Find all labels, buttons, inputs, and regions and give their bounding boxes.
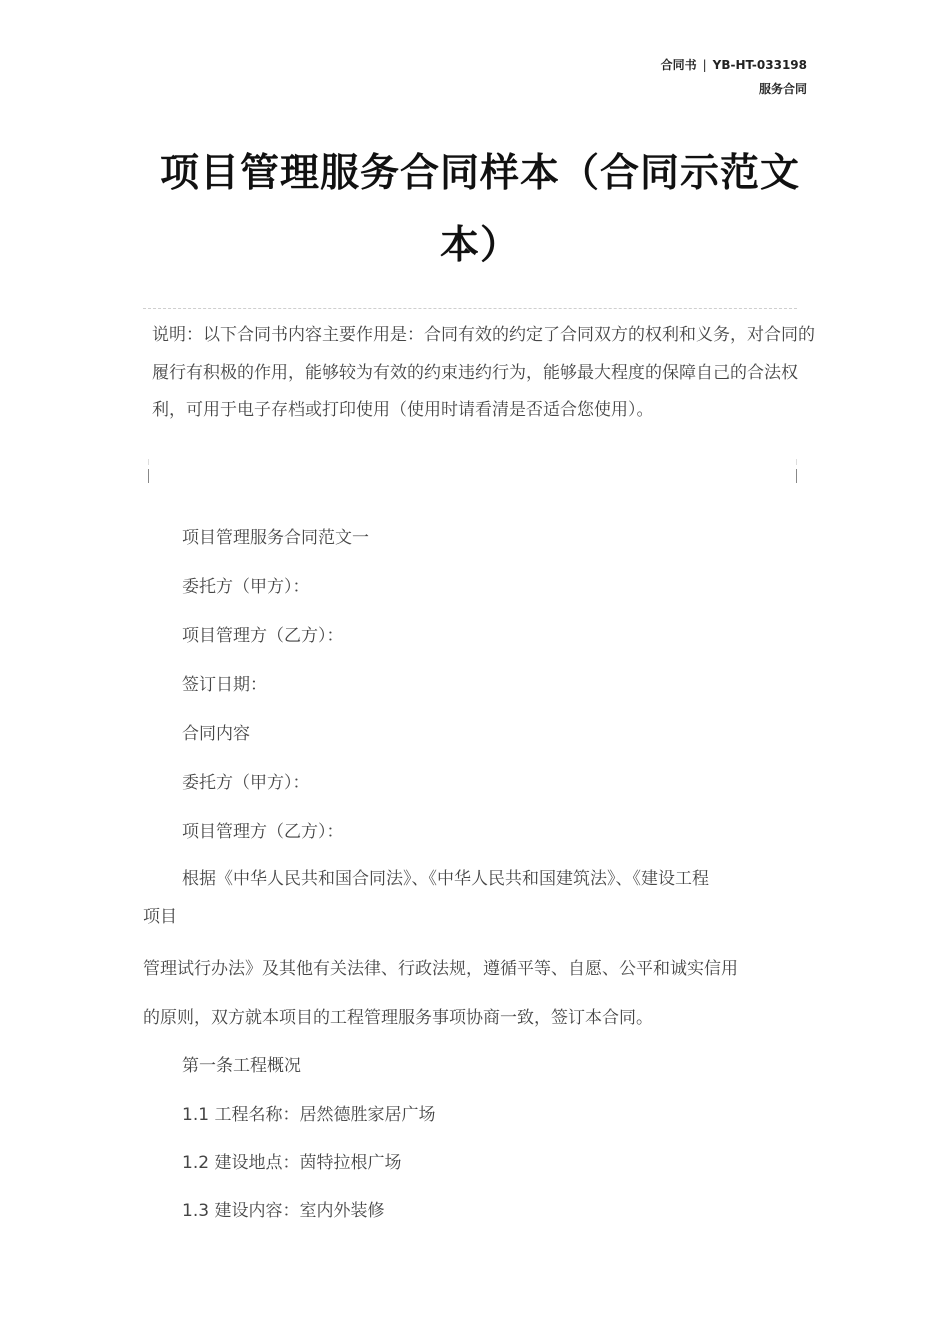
document-code-header xyxy=(661,53,807,101)
document-type: 合同书 xyxy=(660,58,697,72)
paragraph: 委托方（甲方）： xyxy=(182,577,310,597)
clause: 1.3 建设内容：室内外装修 xyxy=(182,1201,385,1221)
section-heading: 第一条工程概况 xyxy=(182,1056,301,1076)
paragraph: 项目管理服务合同范文一 xyxy=(182,528,369,548)
notice-corner-mark xyxy=(148,469,149,483)
clause: 1.2 建设地点：茵特拉根广场 xyxy=(182,1153,402,1173)
notice-box xyxy=(143,308,815,483)
title-line-1: 项目管理服务合同样本（合同示范文 xyxy=(159,151,800,196)
notice-corner-mark xyxy=(148,459,149,465)
paragraph: 管理试行办法》及其他有关法律、行政法规，遵循平等、自愿、公平和诚实信用 xyxy=(143,959,738,979)
document-category: 服务合同 xyxy=(758,82,807,96)
paragraph: 根据《中华人民共和国合同法》、《中华人民共和国建筑法》、《建设工程 xyxy=(182,869,709,889)
paragraph: 项目管理方（乙方）： xyxy=(182,822,344,842)
paragraph: 合同内容 xyxy=(182,724,250,744)
page-title xyxy=(140,138,820,282)
paragraph: 项目管理方（乙方）： xyxy=(182,626,344,646)
paragraph: 委托方（甲方）： xyxy=(182,773,310,793)
notice-corner-mark xyxy=(796,459,797,465)
notice-text: 说明：以下合同书内容主要作用是：合同有效的约定了合同双方的权利和义务，对合同的履行有积极的作用，能够较为有效的约束违约行为，能够最大程度的保障自己的合法权利，可用于电子存档或打印使用（使用时请看清是否适合您使用）。 xyxy=(152,325,815,420)
paragraph-continuation: 的原则，双方就本项目的工程管理服务事项协商一致，签订本合同。 xyxy=(143,1008,653,1028)
separator: | xyxy=(702,58,707,72)
document-code-line xyxy=(661,53,807,77)
notice-corner-mark xyxy=(796,469,797,483)
paragraph-continuation: 项目 xyxy=(143,907,177,927)
title-line-2: 本） xyxy=(439,223,520,268)
document-code: YB-HT-033198 xyxy=(712,58,807,72)
clause: 1.1 工程名称：居然德胜家居广场 xyxy=(182,1105,436,1125)
paragraph: 签订日期： xyxy=(182,675,267,695)
